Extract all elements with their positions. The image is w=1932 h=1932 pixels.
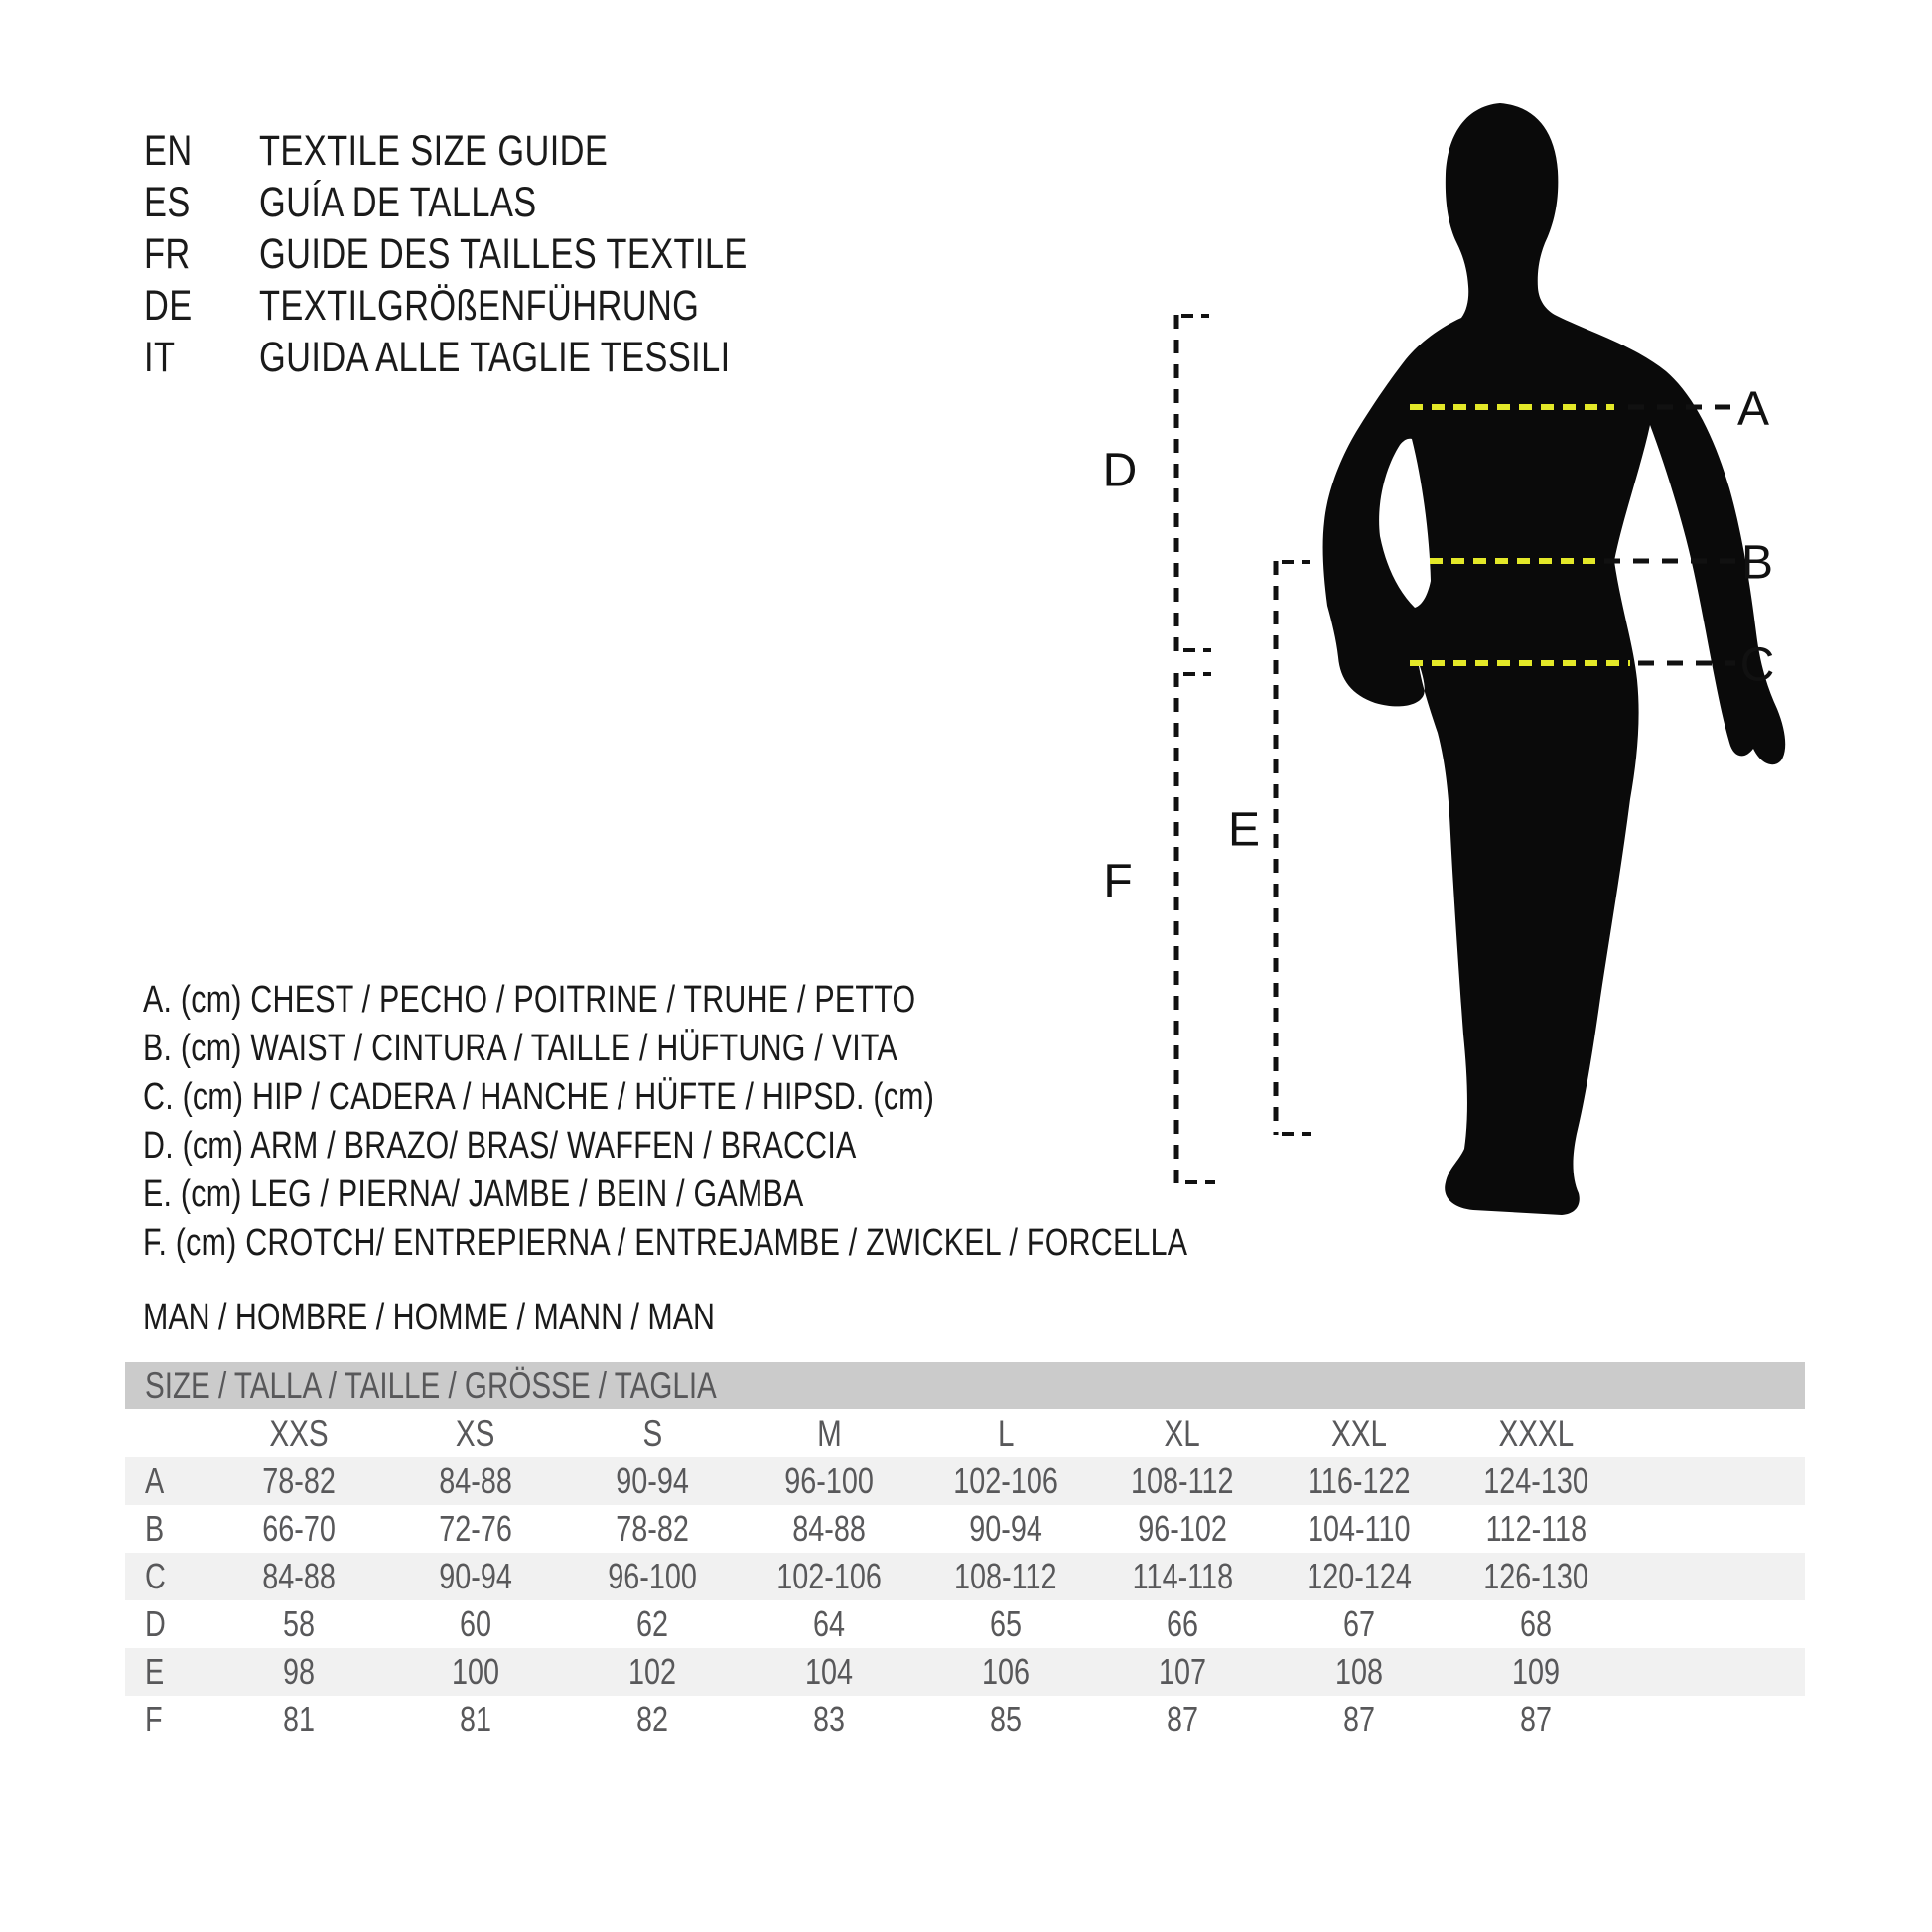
size-value-text: 126-130 [1483, 1556, 1588, 1596]
size-value-cell [1271, 1651, 1448, 1693]
size-value-text: 124-130 [1483, 1460, 1588, 1501]
size-value-text: 87 [1342, 1699, 1376, 1739]
size-value-cell [917, 1651, 1094, 1693]
size-value-text: 96-100 [784, 1460, 874, 1501]
language-code: ES [144, 178, 191, 226]
gender-line-text: MAN / HOMBRE / HOMME / MANN / MAN [143, 1297, 715, 1338]
language-title: TEXTILE SIZE GUIDE [259, 126, 609, 175]
size-column-header [210, 1413, 387, 1454]
size-table-row [125, 1600, 1805, 1648]
size-value-text: 96-102 [1138, 1508, 1227, 1549]
size-value-cell [564, 1460, 741, 1502]
size-value-text: 96-100 [608, 1556, 697, 1596]
language-code: FR [144, 229, 191, 278]
size-value-cell [1448, 1603, 1624, 1645]
measurement-legend-text: B. (cm) WAIST / CINTURA / TAILLE / HÜFTUNG / VITA [143, 1028, 898, 1069]
size-table-row-label-text: D [145, 1603, 166, 1644]
size-value-text: 90-94 [439, 1556, 512, 1596]
hip-label: C [1739, 638, 1775, 692]
size-value-text: 108 [1334, 1651, 1384, 1692]
language-title: GUIDE DES TAILLES TEXTILE [259, 229, 748, 278]
size-value-text: 109 [1511, 1651, 1561, 1692]
size-value-text: 72-76 [439, 1508, 512, 1549]
size-value-cell [741, 1508, 917, 1550]
size-value-cell [1448, 1699, 1624, 1740]
size-value-cell [387, 1508, 564, 1550]
size-table-row [125, 1553, 1805, 1600]
size-value-text: 108-112 [954, 1556, 1057, 1596]
size-value-text: 87 [1519, 1699, 1553, 1739]
size-value-cell [1448, 1556, 1624, 1597]
size-value-text: 87 [1166, 1699, 1199, 1739]
size-value-text: 65 [989, 1603, 1023, 1644]
size-value-text: 68 [1519, 1603, 1553, 1644]
size-value-cell [1094, 1651, 1271, 1693]
size-value-text: 100 [451, 1651, 500, 1692]
size-value-text: 84-88 [262, 1556, 336, 1596]
size-value-cell [917, 1603, 1094, 1645]
size-column-header-text: XXL [1331, 1412, 1387, 1453]
size-value-text: 102 [627, 1651, 677, 1692]
leg-label: E [1227, 803, 1261, 857]
size-value-cell [917, 1556, 1094, 1597]
measurement-legend-text: E. (cm) LEG / PIERNA/ JAMBE / BEIN / GAMBA [143, 1173, 804, 1215]
size-value-text: 116-122 [1308, 1460, 1411, 1501]
size-table-row-label [125, 1699, 210, 1740]
size-value-text: 108-112 [1131, 1460, 1234, 1501]
size-value-cell [387, 1603, 564, 1645]
size-table-row [125, 1457, 1805, 1505]
size-value-text: 78-82 [616, 1508, 689, 1549]
size-value-cell [387, 1460, 564, 1502]
size-value-cell [210, 1603, 387, 1645]
size-table-body [125, 1409, 1805, 1743]
size-table-row-label [125, 1603, 210, 1645]
size-value-text: 67 [1342, 1603, 1376, 1644]
measurement-legend-text: A. (cm) CHEST / PECHO / POITRINE / TRUHE / PETTO [143, 979, 916, 1021]
size-value-text: 102-106 [953, 1460, 1058, 1501]
size-value-text: 64 [812, 1603, 846, 1644]
size-value-text: 78-82 [262, 1460, 336, 1501]
language-row [144, 332, 870, 383]
size-value-cell [1094, 1603, 1271, 1645]
size-column-header [564, 1413, 741, 1454]
measurement-legend-text: F. (cm) CROTCH/ ENTREPIERNA / ENTREJAMBE / ZWICKEL / FORCELLA [143, 1222, 1188, 1264]
size-column-header [387, 1413, 564, 1454]
size-value-text: 90-94 [616, 1460, 689, 1501]
arm-label: D [1102, 444, 1138, 497]
size-column-header [741, 1413, 917, 1454]
size-value-cell [210, 1508, 387, 1550]
size-value-text: 120-124 [1307, 1556, 1412, 1596]
size-table-row [125, 1696, 1805, 1743]
language-title-block [144, 125, 870, 383]
measurement-legend-text: D. (cm) ARM / BRAZO/ BRAS/ WAFFEN / BRACCIA [143, 1125, 857, 1167]
size-value-cell [1448, 1508, 1624, 1550]
size-table-row [125, 1648, 1805, 1696]
size-value-cell [210, 1651, 387, 1693]
size-value-text: 112-118 [1485, 1508, 1587, 1549]
size-value-cell [564, 1508, 741, 1550]
size-value-text: 90-94 [969, 1508, 1042, 1549]
size-table-row-label [125, 1460, 210, 1502]
size-table-row-label-text: E [145, 1651, 165, 1692]
size-column-header-text: S [642, 1412, 662, 1453]
size-value-cell [1271, 1603, 1448, 1645]
size-value-text: 84-88 [792, 1508, 866, 1549]
language-title: GUÍA DE TALLAS [259, 178, 537, 226]
size-value-text: 98 [282, 1651, 316, 1692]
size-value-cell [1271, 1460, 1448, 1502]
size-column-header-text: M [816, 1412, 842, 1453]
size-table-row-label [125, 1651, 210, 1693]
size-value-text: 62 [635, 1603, 669, 1644]
size-value-text: 106 [981, 1651, 1031, 1692]
size-value-cell [917, 1460, 1094, 1502]
size-table-row-label-text: C [145, 1556, 166, 1596]
size-value-cell [741, 1556, 917, 1597]
waist-label: B [1740, 536, 1774, 590]
size-value-cell [1094, 1508, 1271, 1550]
size-table-row-label-text: B [145, 1508, 165, 1549]
size-value-text: 66 [1166, 1603, 1199, 1644]
language-row [144, 177, 870, 228]
size-value-cell [1448, 1651, 1624, 1693]
size-table-row-label [125, 1508, 210, 1550]
size-value-cell [1271, 1699, 1448, 1740]
size-value-text: 104 [804, 1651, 854, 1692]
size-value-text: 84-88 [439, 1460, 512, 1501]
size-value-text: 58 [282, 1603, 316, 1644]
size-value-cell [1094, 1699, 1271, 1740]
size-value-text: 83 [812, 1699, 846, 1739]
size-value-cell [1094, 1460, 1271, 1502]
size-value-cell [741, 1651, 917, 1693]
size-column-header-text: L [997, 1412, 1015, 1453]
size-table-sizes-row [125, 1409, 1805, 1457]
size-value-text: 114-118 [1132, 1556, 1233, 1596]
size-value-text: 60 [459, 1603, 492, 1644]
size-table-title-bar [125, 1362, 1805, 1409]
size-table-row-label-text: A [145, 1460, 165, 1501]
size-value-cell [1271, 1556, 1448, 1597]
size-value-cell [387, 1699, 564, 1740]
size-value-text: 85 [989, 1699, 1023, 1739]
size-value-cell [564, 1603, 741, 1645]
size-value-text: 81 [459, 1699, 492, 1739]
size-column-header-text: XL [1164, 1412, 1201, 1453]
language-row [144, 280, 870, 332]
size-column-header-text: XXXL [1498, 1412, 1574, 1453]
size-table-row [125, 1505, 1805, 1553]
size-value-cell [564, 1651, 741, 1693]
size-column-header-text: XXS [269, 1412, 329, 1453]
size-value-cell [387, 1651, 564, 1693]
size-value-cell [741, 1460, 917, 1502]
size-value-cell [1094, 1556, 1271, 1597]
language-code: DE [144, 281, 193, 330]
crotch-label: F [1103, 855, 1133, 908]
size-value-text: 107 [1158, 1651, 1207, 1692]
size-column-header [1448, 1413, 1624, 1454]
size-value-text: 82 [635, 1699, 669, 1739]
size-column-header [1094, 1413, 1271, 1454]
size-value-cell [564, 1556, 741, 1597]
language-code: IT [144, 333, 176, 381]
size-table-row-label [125, 1556, 210, 1597]
gender-line [143, 1294, 858, 1342]
size-value-text: 66-70 [262, 1508, 336, 1549]
size-table-row-label-text: F [145, 1699, 163, 1739]
size-value-cell [917, 1508, 1094, 1550]
size-column-header-text: XS [456, 1412, 495, 1453]
size-value-cell [387, 1556, 564, 1597]
size-column-header [917, 1413, 1094, 1454]
size-value-cell [210, 1699, 387, 1740]
language-title: TEXTILGRÖßENFÜHRUNG [259, 281, 700, 330]
size-value-cell [1448, 1460, 1624, 1502]
size-value-cell [1271, 1508, 1448, 1550]
man-silhouette [1323, 103, 1786, 1215]
size-column-header [1271, 1413, 1448, 1454]
size-value-cell [210, 1460, 387, 1502]
language-code: EN [144, 126, 193, 175]
language-row [144, 228, 870, 280]
size-value-cell [917, 1699, 1094, 1740]
size-value-cell [741, 1603, 917, 1645]
size-value-text: 81 [282, 1699, 316, 1739]
measurement-legend-text: C. (cm) HIP / CADERA / HANCHE / HÜFTE / HIPSD. (cm) [143, 1076, 935, 1118]
size-value-text: 102-106 [776, 1556, 882, 1596]
language-title: GUIDA ALLE TAGLIE TESSILI [259, 333, 731, 381]
language-row [144, 125, 870, 177]
size-table-title: SIZE / TALLA / TAILLE / GRÖSSE / TAGLIA [145, 1364, 717, 1406]
size-figure-illustration [1037, 87, 1822, 1244]
size-value-cell [564, 1699, 741, 1740]
size-value-text: 104-110 [1308, 1508, 1411, 1549]
size-value-cell [741, 1699, 917, 1740]
chest-label: A [1736, 382, 1770, 436]
size-value-cell [210, 1556, 387, 1597]
size-table [125, 1362, 1805, 1743]
